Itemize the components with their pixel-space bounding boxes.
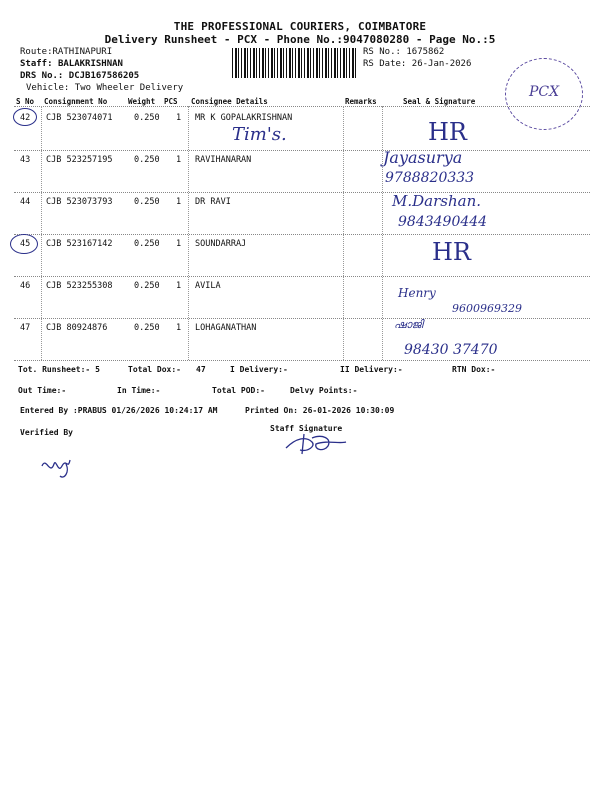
handwritten-phone: 9600969329 [452,302,522,315]
drs-line [20,71,139,81]
runsheet-title: Delivery Runsheet - PCX - Phone No.:9047080280 - Page No.:5 [104,33,496,46]
circle-mark [10,234,38,254]
total-pod-label: Total POD:- [212,386,265,395]
col-header-remarks: Remarks [345,97,377,106]
entered-by: Entered By :PRABUS 01/26/2026 10:24:17 AM [20,406,218,415]
circle-mark [13,108,37,126]
row-pcs: 1 [176,155,182,165]
row-divider [14,234,590,235]
row-divider [14,192,590,193]
handwritten-phone: 98430 37470 [404,342,498,358]
handwritten-phone: 9843490444 [398,214,488,230]
handwritten-signature: Jayasurya [383,148,463,167]
header-divider [14,106,590,107]
handwritten-signature: HR [432,238,471,266]
route-label: Route: [20,47,53,57]
table-bottom-divider [14,360,590,361]
total-dox-label: Total Dox:- [128,365,181,374]
vehicle-value: Two Wheeler Delivery [74,83,184,93]
column-divider [343,106,344,360]
rs-no-value: 1675862 [406,47,445,57]
row-pcs: 1 [176,323,182,333]
rtn-dox-label: RTN Dox:- [452,365,496,374]
row-sno: 42 [20,113,31,123]
col-header-seal-signature: Seal & Signature [403,97,476,106]
staff-value: BALAKRISHNAN [57,59,123,69]
row-pcs: 1 [176,239,182,249]
handwritten-phone: 9788820333 [385,170,475,186]
col-header-pcs: PCS [164,97,178,106]
ii-delivery-label: II Delivery:- [340,365,403,374]
row-divider [14,150,590,151]
barcode-image [232,48,358,78]
rs-date-label: RS Date: [363,59,407,69]
row-sno: 47 [20,323,31,333]
row-consignee: RAVIHANARAN [195,155,252,165]
column-divider [382,106,383,360]
column-divider [188,106,189,360]
row-consignee: LOHAGANATHAN [195,323,257,333]
rs-date-value: 26-Jan-2026 [411,59,472,69]
company-name: THE PROFESSIONAL COURIERS, COIMBATORE [173,20,427,33]
row-consignee: MR K GOPALAKRISHNAN [195,113,293,123]
staff-line [20,59,123,69]
row-consignment: CJB 523257195 [46,155,113,165]
handwritten-signature: HR [428,118,467,146]
row-consignment: CJB 523255308 [46,281,113,291]
staff-signature-label: Staff Signature [270,424,343,433]
vehicle-line [26,83,183,93]
handwritten-signature: Henry [398,286,436,300]
verified-by-label: Verified By [20,428,73,437]
row-consignee: DR RAVI [195,197,231,207]
column-divider [41,106,42,360]
row-consignee: SOUNDARRAJ [195,239,247,249]
row-divider [14,276,590,277]
row-consignment: CJB 523074071 [46,113,113,123]
in-time-label: In Time:- [117,386,161,395]
row-divider [14,318,590,319]
row-sno: 45 [20,239,31,249]
col-header-consignee: Consignee Details [191,97,268,106]
vehicle-label: Vehicle: [26,83,70,93]
row-consignment: CJB 80924876 [46,323,108,333]
row-weight: 0.250 [134,323,160,333]
rs-no-label: RS No.: [363,47,401,57]
stamp-text: PCX [528,84,560,100]
printed-on: Printed On: 26-01-2026 10:30:09 [245,406,395,415]
route-value: RATHINAPURI [52,47,113,57]
route-line [20,47,112,57]
handwritten-signature: ഷാജി [394,318,423,331]
row-consignee: AVILA [195,281,221,291]
col-header-weight: Weight [128,97,156,106]
row-weight: 0.250 [134,197,160,207]
col-header-consignment: Consignment No [44,97,108,106]
row-weight: 0.250 [134,113,160,123]
handwritten-signature: M.Darshan. [392,192,481,210]
row-sno: 46 [20,281,31,291]
staff-label: Staff: [20,59,53,69]
row-weight: 0.250 [134,239,160,249]
row-weight: 0.250 [134,281,160,291]
row-pcs: 1 [176,281,182,291]
handwritten-note: Tim's. [232,124,287,145]
rs-date-line [363,59,471,69]
row-consignment: CJB 523073793 [46,197,113,207]
row-consignment: CJB 523167142 [46,239,113,249]
verified-signature [40,446,80,482]
delvy-points-label: Delvy Points:- [290,386,358,395]
col-header-sno: S No [16,97,35,106]
row-sno: 44 [20,197,31,207]
staff-signature [282,430,352,456]
row-weight: 0.250 [134,155,160,165]
total-runsheet: Tot. Runsheet:- 5 [18,365,100,374]
pcx-stamp [505,58,583,130]
drs-label: DRS No.: [20,71,64,81]
i-delivery-label: I Delivery:- [230,365,288,374]
out-time-label: Out Time:- [18,386,67,395]
row-sno: 43 [20,155,31,165]
row-pcs: 1 [176,113,182,123]
total-dox-value: 47 [196,365,206,374]
drs-value: DCJB167586205 [68,71,140,81]
rs-no-line [363,47,444,57]
row-pcs: 1 [176,197,182,207]
